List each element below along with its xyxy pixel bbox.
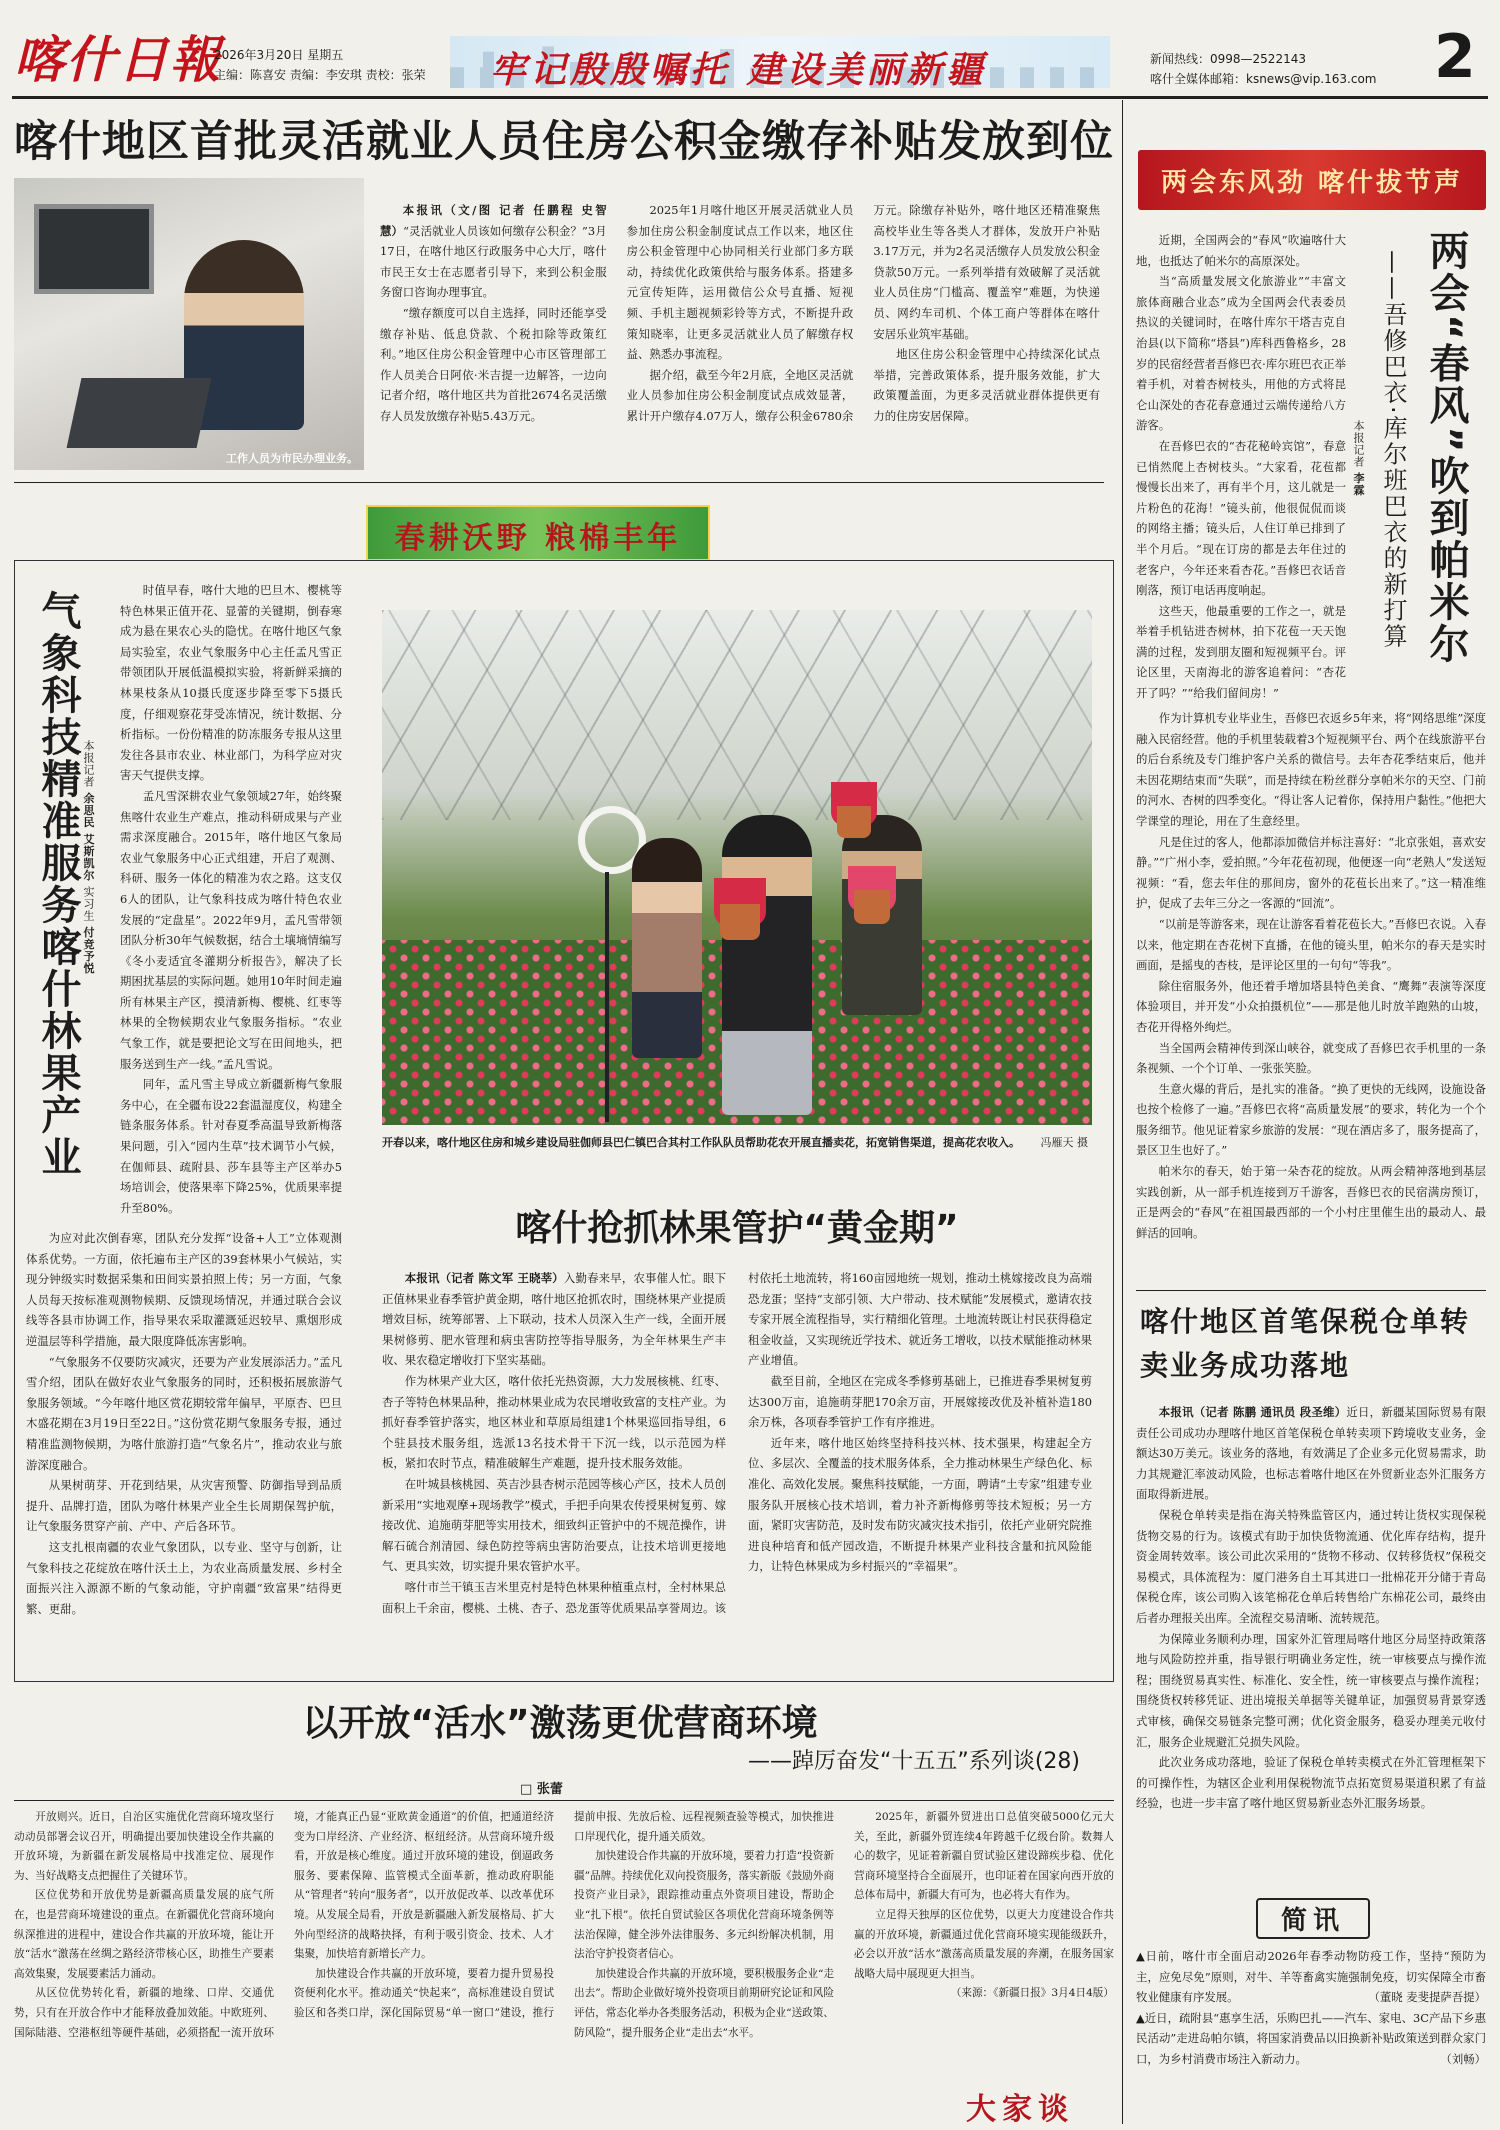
- right-paragraph: 在吾修巴衣的“杏花秘岭宾馆”，春意已悄然爬上杏树枝头。“大家看，花苞都慢慢长出来了，再有半个月，这儿就是一片粉色的花海！”镜头前，他很侃侃而谈的网络主播；镜头后，人住订单已排到了半个月后。“现在订房的都是去年住过的老客户，今年还来看杏花。”吾修巴衣话音刚落，预订电话再度响起。: [1136, 438, 1346, 598]
- commentary-paragraph: 2025年，新疆外贸进出口总值突破5000亿元大关，至此，新疆外贸连续4年跨越千亿级台阶。数舞人心的数字，见证着新疆自贸试验区建设蹄疾步稳、优化营商环境坚持合全面展开，也印证着在国家向西开放的总体布局中，新疆大有可为，也必将大有作为。: [854, 1811, 1114, 1902]
- lead-photo-caption: 工作人员为市民办理业务。: [226, 452, 358, 465]
- briefs-body: [1136, 1946, 1486, 2070]
- lead-bottom-rule: [14, 482, 1104, 483]
- right-banner: [1138, 150, 1486, 210]
- right-paragraph: 凡是住过的客人，他都添加微信并标注喜好：“北京张姐，喜欢安静。”“广州小李，爱拍照。”今年花苞初现，他便逐一向“老熟人”发送短视频：“看，您去年住的那间房，窗外的花苞长出来了。”这一精准维护，促成了去年三分之一客源的“回流”。: [1136, 834, 1486, 911]
- lead-paragraph: 2025年1月喀什地区开展灵活就业人员参加住房公积金制度试点工作以来，地区住房公积金管理中心协同相关行业部门多方联动，持续优化政策供给与服务体系。搭建多元宣传矩阵，运用微信公众号直播、短视频、手机主题视频彩铃等方式，不断提升政策知晓率，让更多灵活就业人员了解缴存权益、熟悉办事流程。: [626, 203, 854, 362]
- author-box-icon: □: [520, 1782, 533, 1797]
- forestry-paragraph: 喀什市兰干镇玉吉米里克村是特色林果种植重点村，全村林果总面积上千余亩，樱桃、土桃、杏子、恐龙蛋等优质果品享誉周边。该村依托土地流转，将160亩园地统一规划，推动土桃嫁接改良为高端恐龙蛋；坚持“支部引领、大户带动、技术赋能”发展模式，邀请农技专家开展全流程指导，实行精细化管理。土地流转既让村民获得稳定租金收益，又实现统近学技术、就近务工增收，以技术赋能推动林果产业增值。: [382, 1271, 1092, 1615]
- lead-headline: 喀什地区首批灵活就业人员住房公积金缴存补贴发放到位: [14, 117, 1114, 167]
- greenhouse-caption: 开春以来，喀什地区住房和城乡建设局驻伽师县巴仁镇巴合其村工作队队员帮助花农开展直播卖花，拓宽销售渠道，提高花农收入。 冯雁天 摄: [382, 1133, 1088, 1152]
- forestry-paragraph: 本报讯（记者 陈文军 王晓莘）入勤春来早，农事催人忙。眼下正值林果业春季管护黄金期，喀什地区抢抓农时，围绕林果产业提质增效目标，统筹部署、上下联动，技术人员深入生产一线，全面开展果树修剪、肥水管理和病虫害防控等指导服务，为全年林果生产丰收、果农稳定增收打下坚实基础。: [382, 1271, 726, 1368]
- commentary-rule: [14, 1800, 1114, 1801]
- right-paragraph: 近期，全国两会的“春风”吹遍喀什大地，也抵达了帕米尔的高原深处。: [1136, 233, 1346, 268]
- commentary-paragraph: 加快建设合作共赢的开放环境，要着力提升贸易投资便利化水平。推动通关“快起来”，高标准建设自贸试验区和各类口岸，深化国际贸易“单一窗口”建设，推行提前申报、先放后检、远程视频查验等模式，加快推进口岸现代化，提升通关质效。: [294, 1811, 834, 2019]
- right-story-headline: 两会“春风”吹到帕米尔: [1423, 230, 1469, 665]
- date-line: 2026年3月20日 星期五: [214, 48, 344, 62]
- commentary-paragraph: 加快建设合作共赢的开放环境，要积极服务企业“走出去”。帮助企业做好境外投资项目前期研究论证和风险评估，常态化举办各类服务活动，积极为企业“送政策、防风险”，提升服务企业“走出去”水平。: [574, 1967, 834, 2039]
- greenhouse-photo: [382, 610, 1092, 1125]
- ring-light-stand: [605, 872, 609, 1122]
- left-story-headline: 气象科技精准服务喀什林果产业: [35, 590, 81, 1178]
- left-story-body-bottom: [26, 1228, 342, 1619]
- commentary-author: □ 张蕾: [520, 1782, 563, 1797]
- forestry-paragraph: 在叶城县核桃园、英吉沙县杏树示范园等核心产区，技术人员创新采用“实地观摩+现场教学”模式，手把手向果农传授果树复剪、嫁接改优、追施萌芽肥等实用技术，细致纠正管护中的不规范操作，讲解石硫合剂清园、绿色防控等病虫害防治要点，让技术培训更接地气、更具实效，切实提升果农管护水平。: [382, 1476, 726, 1574]
- masthead-logo: 喀什日報: [14, 31, 222, 89]
- commentary-paragraph: 加快建设合作共赢的开放环境，要着力打造“投资新疆”品牌。持续优化双向投资服务，落实新版《鼓励外商投资产业目录》，跟踪推动重点外资项目建设，帮助企业“扎下根”。依托自贸试验区各项优化营商环境条例等法治保障，健全涉外法律服务、多元纠纷解决机制，用法治守护投资者信心。: [574, 1850, 834, 1961]
- lead-body: [380, 200, 1100, 470]
- forestry-headline: 喀什抢抓林果管护“黄金期”: [515, 1208, 959, 1249]
- lead-photo: [14, 178, 364, 470]
- monitor-shape: [34, 204, 154, 294]
- commentary-paragraph: 区位优势和开放优势是新疆高质量发展的底气所在，也是营商环境建设的重点。在新疆优化营商环境向纵深推进的进程中，建设合作共赢的开放环境，能让开放“活水”激荡在丝绸之路经济带核心区，助推生产要素高效集聚，发展要素活力涌动。: [14, 1889, 274, 1980]
- masthead-slogan: 牢记殷殷嘱托 建设美丽新疆: [490, 49, 987, 91]
- forestry-paragraph: 截至目前，全地区在完成冬季修剪基础上，已推进春季果树复剪达300万亩，追施萌芽肥170余万亩，开展嫁接改优及补植补造180余万株，各项春季管护工作有序推进。: [748, 1373, 1092, 1430]
- greenhouse-credit: 冯雁天 摄: [1040, 1136, 1088, 1149]
- warehouse-byline: 本报讯（记者 陈鹏 通讯员 段圣维）: [1158, 1405, 1347, 1419]
- staff-line: 主编：陈喜安 责编：李安琪 责校：张荣: [214, 68, 426, 82]
- commentary-paragraph: 从区位优势转化看，新疆的地缘、口岸、交通优势，只有在开放合作中才能释放叠加效能。中欧班列、国际陆港、空港枢纽等硬件基础，必须搭配一流开放环境，才能真正凸显“亚欧黄金通道”的价值，把通道经济变为口岸经济、产业经济、枢纽经济。从营商环境升级看，开放是核心维度。通过开放环境的建设，倒逼政务服务、要素保障、监管模式全面革新，推动政府职能从“管理者”转向“服务者”，以开放促改革、以改革优环境。从发展全局看，开放是新疆融入新发展格局、扩大外向型经济的战略抉择，有利于吸引资金、技术、人才集聚，加快培育新增长产力。: [14, 1811, 554, 2039]
- right-paragraph: 这些天，他最重要的工作之一，就是举着手机钻进杏树林，拍下花苞一天天饱满的过程，发到朋友圈和短视频平台。评论区里，天南海北的游客追着问：“杏花开了吗？”“给我们留间房！”: [1136, 603, 1346, 701]
- right-paragraph: 除住宿服务外，他还着手增加塔县特色美食、“鹰舞”表演等深度体验项目，并开发“小众拍摄机位”——那是他儿时放羊跑熟的山坡，杏花开得格外绚烂。: [1136, 978, 1486, 1034]
- masthead-rule: [12, 96, 1488, 99]
- right-story-body-top: [1136, 230, 1346, 704]
- right-paragraph: 帕米尔的春天，始于第一朵杏花的绽放。从两会精神落地到基层实践创新，从一部手机连接到万千游客，吾修巴衣的民宿满房预订，正是两会的“春风”在祖国最西部的一个小村庄里催生出的最动人、最鲜活的回响。: [1136, 1164, 1486, 1240]
- left-paragraph: 时值早春，喀什大地的巴旦木、樱桃等特色林果正值开花、显蕾的关键期，倒春寒成为悬在果农心头的隐忧。在喀什地区气象局实验室，农业气象服务中心主任孟凡雪正带领团队开展低温模拟实验，将新鲜采摘的林果枝条从10摄氏度逐步降至零下5摄氏度，仔细观察花芽受冻情况，统计数据、分析指标。一份份精准的防冻服务专报从这里发往各县市农业、林业部门，为科学应对灾害天气提供支撑。: [120, 583, 342, 783]
- left-paragraph: 这支扎根南疆的农业气象团队，以专业、坚守与创新，让气象科技之花绽放在喀什沃土上，为农业高质量发展、乡村全面振兴注入源源不断的气象动能，守护南疆“致富果”结得更繁、更甜。: [26, 1539, 342, 1616]
- commentary-body: [14, 1808, 1114, 2124]
- commentary-paragraph: 立足得天独厚的区位优势，以更大力度建设合作共赢的开放环境，新疆通过优化营商环境实现能级跃升，必会以开放“活水”激荡高质量发展的奔潮，在服务国家战略大局中展现更大担当。: [854, 1908, 1114, 1980]
- warehouse-paragraph: 为保障业务顺利办理，国家外汇管理局喀什地区分局坚持政策落地与风险防控并重，指导银行明确业务定性，统一审核要点与操作流程；围绕贸易真实性、标准化、安全性，统一审核要点与操作流程；围绕货权转移凭证、进出境报关单据等关键单证，加强贸易背景穿透式审核，确保交易链条完整可溯；优化资金服务，稳妥办理美元收付汇，服务企业规避汇兑损失风险。: [1136, 1631, 1486, 1749]
- right-paragraph: 作为计算机专业毕业生，吾修巴衣返乡5年来，将“网络思维”深度融入民宿经营。他的手机里装载着3个短视频平台、两个在线旅游平台的后台系统及专门维护客户关系的微信号。去年杏花季结束后，他并未因花期结束而“失联”，而是持续在粉丝群分享帕米尔的天空、门前的河水、杏树的四季变化。“得让客人记着你，保持用户黏性。”他把大学课堂的理论，用在了生意经里。: [1136, 711, 1486, 828]
- warehouse-paragraph: 此次业务成功落地，验证了保税仓单转卖模式在外汇管理框架下的可操作性，为辖区企业利用保税物流节点拓宽贸易渠道积累了有益经验，也进一步丰富了喀什地区贸易新业态外汇服务场景。: [1136, 1755, 1486, 1811]
- flower-pot: [720, 904, 760, 940]
- left-paragraph: 同年，孟凡雪主导成立新疆新梅气象服务中心，在全疆布设22套温湿度仪，构建全链条服务体系。针对春夏季高温导致新梅落果问题，引入“园内生草”技术调节小气候，在伽师县、疏附县、莎车县等主产区举办5场培训会，使落果率下降25%，优质果率提升至80%。: [120, 1077, 342, 1215]
- forestry-byline: 本报讯（记者 陈文军 王晓莘）: [404, 1271, 564, 1285]
- warehouse-paragraph: 本报讯（记者 陈鹏 通讯员 段圣维）近日，新疆某国际贸易有限责任公司成功办理喀什地区首笔保税仓单转卖项下跨境收支业务，金额达30万美元。该业务的落地，有效满足了企业多元化贸易需求，助力其规避汇率波动风险，也标志着喀什地区在外贸新业态外汇服务方面取得新进展。: [1136, 1405, 1486, 1502]
- forestry-body: [382, 1268, 1092, 1676]
- dajiatan-logo: 大家谈: [960, 2084, 1080, 2128]
- flower-pot: [837, 806, 871, 838]
- commentary-paragraph: 开放则兴。近日，自治区实施优化营商环境攻坚行动动员部署会议召开，明确提出要加快建设全作共赢的开放环境，为新疆在新发展格局中找准定位、展现作为、当好战略支点把握住了关键环节。: [14, 1811, 274, 1882]
- masthead: [0, 0, 1500, 92]
- right-story-body-bottom: [1136, 708, 1486, 1243]
- right-story-subhead: ——吾修巴衣·库尔班巴衣的新打算: [1379, 250, 1407, 650]
- lead-paragraph: 本报讯（文/图 记者 任鹏程 史智慧）“灵活就业人员该如何缴存公积金？”3月17日，在喀什地区行政服务中心大厅，喀什市民王女士在志愿者引导下，来到公积金服务窗口咨询办理事宜。: [380, 203, 607, 300]
- person-center: [722, 815, 812, 1115]
- brief-item: ▲日前，喀什市全面启动2026年春季动物防疫工作，坚持“预防为主，应免尽免”原则，对牛、羊等畜禽实施强制免疫，切实保障全市畜牧业健康有序发展。 （董晓 麦斐提萨吾提）: [1136, 1949, 1486, 2005]
- right-section-rule: [1136, 1290, 1486, 1291]
- laptop-shape: [67, 378, 212, 448]
- center-banner-text: 春耕沃野 粮棉丰年: [394, 521, 682, 556]
- briefs-box: [1136, 1898, 1486, 2124]
- person-left: [632, 838, 702, 1058]
- commentary-source: （来源：《新疆日报》3月4日4版）: [950, 1987, 1114, 2000]
- briefs-title: 简讯: [1256, 1898, 1370, 1939]
- right-story-byline: 本报记者 李霖: [1352, 420, 1365, 497]
- lead-byline: 本报讯（文/图 记者 任鹏程 史智慧）: [380, 203, 607, 238]
- greenhouse-roof: [382, 610, 1092, 820]
- forestry-paragraph: 近年来，喀什地区始终坚持科技兴林、技术强果，构建起全方位、多层次、全覆盖的技术服务体系，全力推动林果生产绿色化、标准化、高效化发展。聚焦科技赋能，一方面，聘请“土专家”组建专业服务队开展核心技术培训，着力补齐新梅修剪等技术短板；另一方面，紧盯灾害防范，及时发布防灾减灾技术指引，依托产业研究院推进良种培育和低产园改造，不断提升林果产业科技含量和抗风险能力，让特色林果成为乡村振兴的“幸福果”。: [748, 1435, 1092, 1574]
- flower-pot: [854, 890, 890, 924]
- email-line: 喀什全媒体邮箱：ksnews@vip.163.com: [1150, 72, 1377, 86]
- lead-paragraph: 地区住房公积金管理中心持续深化试点举措，完善政策体系，提升服务效能，扩大政策覆盖面，为更多灵活就业群体提供更有力的住房安居保障。: [873, 347, 1100, 423]
- page-number: 2: [1434, 22, 1476, 92]
- center-banner: [366, 505, 710, 561]
- warehouse-body: [1136, 1402, 1486, 1814]
- hotline: 新闻热线：0998—2522143: [1150, 52, 1306, 66]
- left-paragraph: 孟凡雪深耕农业气象领域27年，始终聚焦喀什农业生产难点，推动科研成果与产业需求深度融合。2015年，喀什地区气象局农业气象服务中心正式组建，开启了观测、科研、服务一体化的精准为农之路。这支仅6人的团队，让气象科技成为喀什特色农业发展的“定盘星”。2022年9月，孟凡雪带领团队分析30年气候数据，结合土壤墒情编写《冬小麦适宜冬灌期分析报告》，解决了长期困扰基层的实际问题。她用10年时间走遍所有林果主产区，摸清新梅、樱桃、红枣等林果的全物候期农业气象服务指标。“农业气象工作，就是要把论文写在田间地头，把服务送到生产一线。”孟凡雪说。: [120, 788, 342, 1071]
- lead-paragraph: “缴存额度可以自主选择，同时还能享受缴存补贴、低息贷款、个税扣除等政策红利。”地区住房公积金管理中心市区管理部工作人员美合日阿依·米吉提一边解答，一边向记者介绍，喀什地区共为首批2674名灵活缴存人员发放缴存补贴5.43万元。: [380, 305, 607, 423]
- left-paragraph: 为应对此次倒春寒，团队充分发挥“设备+人工”立体观测体系优势。一方面，依托遍布主产区的39套林果小气候站，实现分钟级实时数据采集和田间实景拍照上传；另一方面，气象人员每天按标准观测物候期、反馈现场情况，并通过联合会议线等各县市协调工作，指导果农采取灌溉延迟较早、熏烟形成逆温层等科学措施，最大限度降低冻害影响。: [26, 1231, 342, 1348]
- lead-paragraph: 据介绍，截至今年2月底，全地区灵活就业人员参加住房公积金制度试点成效显著，累计开户缴存4.07万人，缴存公积金6780余万元。除缴存补贴外，喀什地区还精准聚焦高校毕业生等各类人才群体，发放开户补贴3.17万元，并为2名灵活缴存人员发放公积金贷款50万元。一系列举措有效破解了灵活就业人员住房“门槛高、覆盖窄”难题，为快递员、网约车司机、个体工商户等群体在喀什安居乐业筑牢基础。: [626, 203, 1100, 423]
- brief-item: ▲近日，疏附县“惠享生活，乐购巴扎——汽车、家电、3C产品下乡惠民活动”走进岛帕尔镇，将国家消费品以旧换新补贴政策送到群众家门口，为乡村消费市场注入新动力。 （刘畅）: [1136, 2010, 1486, 2066]
- warehouse-headline: 喀什地区首笔保税仓单转卖业务成功落地: [1140, 1305, 1471, 1382]
- right-banner-text: 两会东风劲 喀什拔节声: [1160, 168, 1464, 198]
- right-paragraph: 当“高质量发展文化旅游业”“丰富文旅体商融合业态”成为全国两会代表委员热议的关键词时，在喀什库尔干塔吉克自治县(以下简称“塔县”)库科西鲁格乡，28岁的民宿经营者吾修巴衣·库尔班巴衣正举着手机，对着杏树枝头，用他的方式将昆仑山深处的杏花春意通过云端传递给八方游客。: [1136, 274, 1346, 433]
- left-paragraph: “气象服务不仅要防灾减灾，还要为产业发展添活力。”孟凡雪介绍，团队在做好农业气象服务的同时，还积极拓展旅游气象服务领域。“今年喀什地区赏花期较常年偏早，平原杏、巴旦木盛花期在3月19日至22日。”这份赏花期气象服务专报，通过精准监测物候期，为喀什旅游打造“气象名片”，推动农业与旅游深度融合。: [26, 1354, 342, 1472]
- masthead-slogan-banner: [450, 36, 1110, 91]
- commentary-subhead: ——踔厉奋发“十五五”系列谈(28): [748, 1749, 1080, 1774]
- commentary-headline: 以开放“活水”激荡更优营商环境: [302, 1703, 818, 1744]
- right-paragraph: 生意火爆的背后，是扎实的准备。“换了更快的无线网，设施设备也按个检修了一遍。”吾修巴衣将“高质量发展”的要求，转化为一个个服务细节。他见证着家乡旅游的发展：“现在酒店多了，服务提高了，景区卫生也好了。”: [1136, 1081, 1486, 1158]
- right-column-divider: [1122, 100, 1123, 2124]
- right-paragraph: “以前是等游客来，现在让游客看着花苞长大。”吾修巴衣说。入春以来，他定期在杏花树下直播，在他的镜头里，帕米尔的春天是实时画面，是摇曳的杏枝，是评论区里的一句句“等我”。: [1136, 916, 1486, 973]
- left-story-body-top: [120, 580, 342, 1218]
- left-paragraph: 从果树萌芽、开花到结果，从灾害预警、防御指导到品质提升、品牌打造，团队为喀什林果产业全生长周期保驾护航，让气象服务贯穿产前、产中、产后各环节。: [26, 1478, 342, 1534]
- warehouse-paragraph: 保税仓单转卖是指在海关特殊监管区内，通过转让货权实现保税货物交易的行为。该模式有助于加快货物流通、优化库存结构，提升资金周转效率。该公司此次采用的“货物不移动、仅转移货权”保税交易模式，具体流程为：厦门港务自土耳其进口一批棉花开分储于青岛保税仓库，该公司购入该笔棉花仓单后转售给广东棉花公司，最终由后者办理报关出库。全流程交易清晰、流转规范。: [1136, 1507, 1486, 1625]
- right-paragraph: 当全国两会精神传到深山峡谷，就变成了吾修巴衣手机里的一条条视频、一个个订单、一张张笑脸。: [1136, 1040, 1486, 1076]
- forestry-paragraph: 作为林果产业大区，喀什依托光热资源，大力发展核桃、红枣、杏子等特色林果品种，推动林果业成为农民增收致富的支柱产业。为抓好春季管护落实，地区林业和草原局组建1个林果巡回指导组，6个驻县技术服务组，选派13名技术骨干下沉一线，以示范园为样板，紧扣农时节点，精准破解生产难题，提升技术服务效能。: [382, 1373, 726, 1471]
- left-story-byline: 本报记者 余思民 艾斯凯尔 实习生 付竞予悦: [82, 740, 95, 975]
